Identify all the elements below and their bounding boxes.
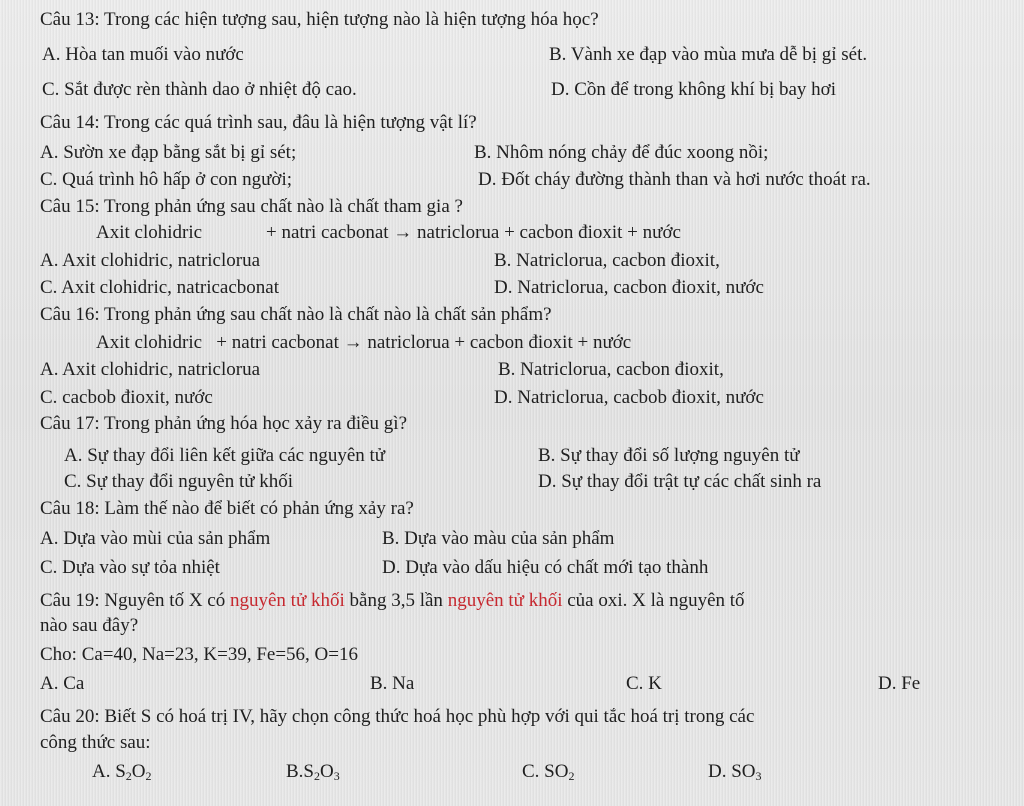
- q19-stem-part2: bằng 3,5 lần: [344, 590, 448, 611]
- q17-option-d: D. Sự thay đổi trật tự các chất sinh ra: [538, 471, 822, 492]
- q19-stem-highlight-1: nguyên tử khối: [229, 590, 345, 611]
- q15-option-c: C. Axit clohidric, natricacbonat: [40, 277, 280, 298]
- q14-option-d: D. Đốt cháy đường thành than và hơi nước thoát ra.: [478, 169, 871, 190]
- q20-c-text: C. SO: [522, 761, 569, 782]
- q13-option-c: C. Sắt được rèn thành dao ở nhiệt độ cao.: [42, 79, 357, 100]
- q16-option-d: D. Natriclorua, cacbob đioxit, nước: [494, 387, 764, 408]
- q19-stem: [40, 589, 745, 613]
- q19-given-values: Cho: Ca=40, Na=23, K=39, Fe=56, O=16: [40, 644, 358, 665]
- q15-option-d: D. Natriclorua, cacbon đioxit, nước: [494, 277, 764, 298]
- q19-stem-part1: Câu 19: Nguyên tố X có: [40, 590, 230, 611]
- q20-a-sub1: 2: [125, 769, 132, 783]
- q19-option-b: B. Na: [370, 673, 415, 694]
- q14-stem: Câu 14: Trong các quá trình sau, đâu là hiện tượng vật lí?: [40, 112, 477, 133]
- q20-b-sub1: 2: [314, 769, 320, 783]
- q15-option-b: B. Natriclorua, cacbon đioxit,: [494, 250, 720, 271]
- q17-option-b: B. Sự thay đổi số lượng nguyên tử: [538, 445, 800, 466]
- q15-option-a: A. Axit clohidric, natriclorua: [40, 250, 261, 271]
- q19-option-c: C. K: [626, 673, 662, 694]
- q15-equation-right: + natri cacbonat → natriclorua + cacbon đioxit + nước: [266, 222, 681, 243]
- q20-d-sub: 3: [755, 769, 762, 783]
- q20-option-c: [522, 760, 574, 784]
- q14-option-a: A. Sườn xe đạp bằng sắt bị gỉ sét;: [40, 142, 297, 163]
- q20-b-sub2: 3: [333, 769, 340, 783]
- q19-option-d: D. Fe: [878, 673, 921, 694]
- q19-stem-line2: nào sau đây?: [40, 615, 139, 636]
- q13-option-b: B. Vành xe đạp vào mùa mưa dễ bị gỉ sét.: [549, 44, 868, 65]
- q19-option-a: A. Ca: [40, 673, 85, 694]
- q16-equation: Axit clohidric + natri cacbonat → natriclorua + cacbon đioxit + nước: [96, 332, 632, 353]
- q19-stem-highlight-2: nguyên tử khối: [447, 590, 563, 611]
- q15-equation-left: Axit clohidric: [96, 222, 203, 243]
- q16-option-b: B. Natriclorua, cacbon đioxit,: [498, 359, 724, 380]
- q20-a-text: A. S: [92, 761, 126, 782]
- q16-option-c: C. cacbob đioxit, nước: [40, 387, 213, 408]
- q16-stem: Câu 16: Trong phản ứng sau chất nào là chất nào là chất sản phẩm?: [40, 304, 552, 325]
- q19-stem-part3: của oxi. X là nguyên tố: [562, 590, 745, 611]
- q20-d-text: D. SO: [708, 761, 756, 782]
- q17-option-a: A. Sự thay đổi liên kết giữa các nguyên tử: [64, 445, 386, 466]
- q13-option-a: A. Hòa tan muối vào nước: [42, 44, 244, 65]
- q17-stem: Câu 17: Trong phản ứng hóa học xảy ra điều gì?: [40, 413, 408, 434]
- q18-option-c: C. Dựa vào sự tỏa nhiệt: [40, 557, 220, 578]
- q18-option-b: B. Dựa vào màu của sản phẩm: [382, 528, 615, 549]
- q20-b-text: B.S: [286, 761, 314, 782]
- q18-stem: Câu 18: Làm thế nào để biết có phản ứng xảy ra?: [40, 498, 414, 519]
- q15-stem: Câu 15: Trong phản ứng sau chất nào là chất tham gia ?: [40, 196, 463, 217]
- q20-stem-line1: Câu 20: Biết S có hoá trị IV, hãy chọn công thức hoá học phù hợp với qui tắc hoá trị trong các: [40, 706, 755, 727]
- q20-option-a: [92, 760, 152, 784]
- q14-option-b: B. Nhôm nóng chảy để đúc xoong nồi;: [474, 142, 769, 163]
- q13-option-d: D. Cồn để trong không khí bị bay hơi: [551, 79, 836, 100]
- q20-b-mid: O: [320, 761, 334, 782]
- q20-option-d: [708, 760, 762, 784]
- q20-c-sub: 2: [568, 769, 575, 783]
- q20-a-mid: O: [131, 761, 146, 782]
- q18-option-a: A. Dựa vào mùi của sản phẩm: [40, 528, 271, 549]
- q13-stem: Câu 13: Trong các hiện tượng sau, hiện tượng nào là hiện tượng hóa học?: [40, 9, 599, 30]
- q20-a-sub2: 2: [145, 769, 152, 783]
- q20-stem-line2: công thức sau:: [40, 732, 151, 753]
- q17-option-c: C. Sự thay đổi nguyên tử khối: [64, 471, 294, 492]
- q20-option-b: [286, 760, 340, 784]
- q14-option-c: C. Quá trình hô hấp ở con người;: [40, 169, 293, 190]
- q16-option-a: A. Axit clohidric, natriclorua: [40, 359, 261, 380]
- q18-option-d: D. Dựa vào dấu hiệu có chất mới tạo thành: [382, 557, 709, 578]
